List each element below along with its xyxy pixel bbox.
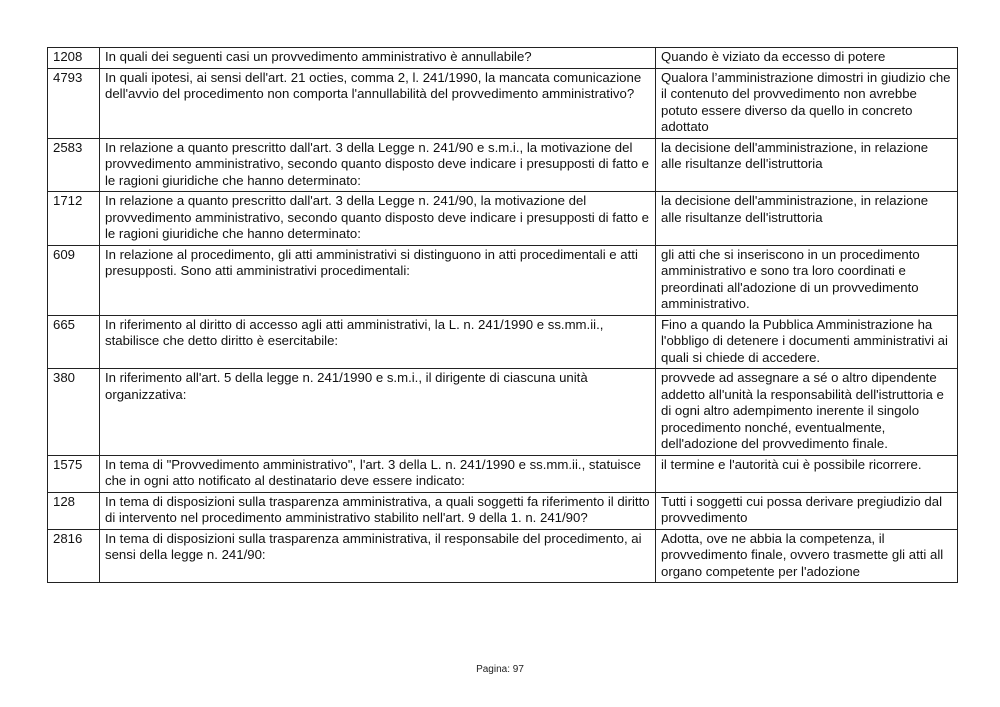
question-id: 2583 <box>48 138 100 192</box>
question-text: In riferimento all'art. 5 della legge n. 241/1990 e s.m.i., il dirigente di ciascuna unità organizzativa: <box>100 369 656 456</box>
table-row <box>48 245 958 315</box>
table-row <box>48 138 958 192</box>
question-text: In quali ipotesi, ai sensi dell'art. 21 octies, comma 2, l. 241/1990, la mancata comunicazione dell'avvio del procedimento non comporta l'annullabilità del provvedimento amministrativo? <box>100 68 656 138</box>
question-text: In relazione a quanto prescritto dall'art. 3 della Legge n. 241/90 e s.m.i., la motivazione del provvedimento amministrativo, secondo quanto disposto deve indicare i presupposti di fatto e le ragioni giuridiche che hanno determinato: <box>100 138 656 192</box>
question-id: 1575 <box>48 455 100 492</box>
question-id: 2816 <box>48 529 100 583</box>
answer-text: il termine e l'autorità cui è possibile ricorrere. <box>656 455 958 492</box>
question-answer-table <box>47 47 958 583</box>
question-text: In quali dei seguenti casi un provvedimento amministrativo è annullabile? <box>100 48 656 69</box>
table-row <box>48 48 958 69</box>
answer-text: Fino a quando la Pubblica Amministrazione ha l'obbligo di detenere i documenti amministrativi ai quali si chiede di accedere. <box>656 315 958 369</box>
answer-text: Quando è viziato da eccesso di potere <box>656 48 958 69</box>
question-id: 128 <box>48 492 100 529</box>
table-row <box>48 529 958 583</box>
table-row <box>48 455 958 492</box>
question-id: 665 <box>48 315 100 369</box>
table-row <box>48 315 958 369</box>
answer-text: Adotta, ove ne abbia la competenza, il provvedimento finale, ovvero trasmette gli atti all organo competente per l'adozione <box>656 529 958 583</box>
table-row <box>48 192 958 246</box>
question-id: 1712 <box>48 192 100 246</box>
question-id: 380 <box>48 369 100 456</box>
question-text: In tema di disposizioni sulla trasparenza amministrativa, a quali soggetti fa riferimento il diritto di intervento nel procedimento amministrativo stabilito nell'art. 9 della 1. n. 241/90? <box>100 492 656 529</box>
question-text: In relazione a quanto prescritto dall'art. 3 della Legge n. 241/90, la motivazione del provvedimento amministrativo, secondo quanto disposto deve indicare i presupposti di fatto e le ragioni giuridiche che hanno determinato: <box>100 192 656 246</box>
page-number: Pagina: 97 <box>476 664 524 675</box>
table-row <box>48 369 958 456</box>
question-text: In tema di "Provvedimento amministrativo", l'art. 3 della L. n. 241/1990 e ss.mm.ii., statuisce che in ogni atto notificato al destinatario deve essere indicato: <box>100 455 656 492</box>
question-id: 1208 <box>48 48 100 69</box>
answer-text: gli atti che si inseriscono in un procedimento amministrativo e sono tra loro coordinati e preordinati all'adozione di un provvedimento amministrativo. <box>656 245 958 315</box>
table-row <box>48 68 958 138</box>
table-row <box>48 492 958 529</box>
question-text: In relazione al procedimento, gli atti amministrativi si distinguono in atti procedimentali e atti presupposti. Sono atti amministrativi procedimentali: <box>100 245 656 315</box>
answer-text: provvede ad assegnare a sé o altro dipendente addetto all'unità la responsabilità dell'istruttoria e di ogni altro adempimento inerente il singolo procedimento nonché, eventualmente, dell'adozione del provvedimento finale. <box>656 369 958 456</box>
answer-text: la decisione dell'amministrazione, in relazione alle risultanze dell'istruttoria <box>656 138 958 192</box>
answer-text: la decisione dell'amministrazione, in relazione alle risultanze dell'istruttoria <box>656 192 958 246</box>
question-id: 4793 <box>48 68 100 138</box>
answer-text: Qualora l’amministrazione dimostri in giudizio che il contenuto del provvedimento non avrebbe potuto essere diverso da quello in concreto adottato <box>656 68 958 138</box>
question-text: In riferimento al diritto di accesso agli atti amministrativi, la L. n. 241/1990 e ss.mm.ii., stabilisce che detto diritto è esercitabile: <box>100 315 656 369</box>
question-text: In tema di disposizioni sulla trasparenza amministrativa, il responsabile del procedimento, ai sensi della legge n. 241/90: <box>100 529 656 583</box>
answer-text: Tutti i soggetti cui possa derivare pregiudizio dal provvedimento <box>656 492 958 529</box>
question-id: 609 <box>48 245 100 315</box>
